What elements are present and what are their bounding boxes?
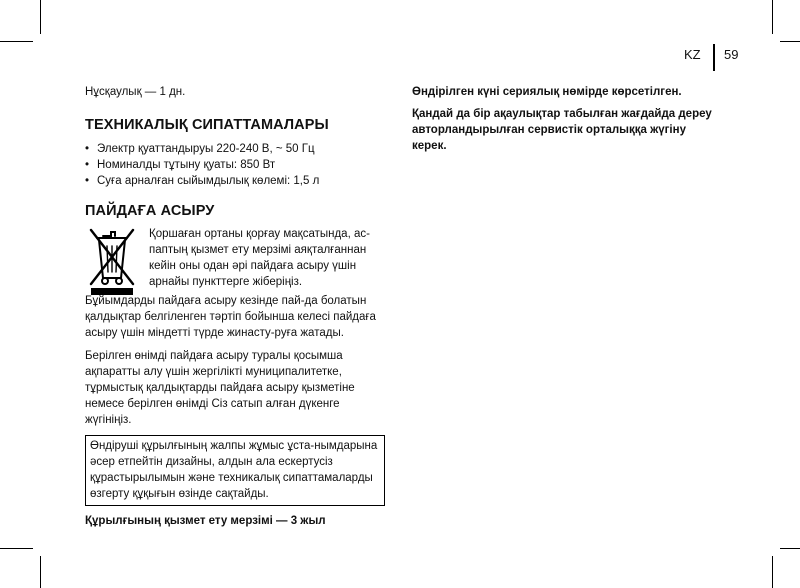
recycle-paragraph-1: Қоршаған ортаны қорғау мақсатында, ас-паптың қызмет ету мерзімі аяқталғаннан кейін оны одан әрі пайдаға асыру үшін арнайы пункттерге жіберіңіз. bbox=[149, 228, 370, 288]
defect-note: Қандай да бір ақаулықтар табылған жағдайда дереу авторландырылған сервистік орталыққа жүгіну керек. bbox=[412, 108, 712, 152]
recycle-paragraph-2: Бұйымдарды пайдаға асыру кезінде пай-да болатын қалдықтар белгіленген тәртіп бойынша келесі пайдаға асыру үшін міндетті түрде жинасту-руға жатады. bbox=[85, 295, 376, 339]
intro-text: Нұсқаулық — 1 дн. bbox=[85, 86, 186, 98]
recycle-paragraph-3: Берілген өнімді пайдаға асыру туралы қосымша ақпаратты алу үшін жергілікті муниципалитетке, тұрмыстық қалдықтарды пайдаға асыру қызметіне немесе берілген өнімді Сіз сатып алған дүкенге жүгініңіз. bbox=[85, 350, 355, 426]
crop-mark bbox=[780, 548, 800, 549]
page-number: 59 bbox=[724, 47, 739, 62]
crossed-out-bin-icon bbox=[85, 226, 139, 296]
left-column bbox=[85, 84, 385, 529]
spec-item: • Номиналды тұтыну қуаты: 850 Вт bbox=[85, 157, 385, 173]
spec-item: • Суға арналған сыйымдылық көлемі: 1,5 л bbox=[85, 173, 385, 189]
language-code: KZ bbox=[684, 47, 701, 62]
recycle-block bbox=[85, 226, 385, 341]
crop-mark bbox=[40, 0, 41, 34]
crop-mark bbox=[0, 548, 33, 549]
spec-heading: ТЕХНИКАЛЫҚ СИПАТТАМАЛАРЫ bbox=[85, 117, 329, 133]
right-column bbox=[412, 84, 712, 154]
crop-mark bbox=[0, 41, 33, 42]
crop-mark bbox=[780, 41, 800, 42]
service-life: Құрылғының қызмет ету мерзімі — 3 жыл bbox=[85, 515, 326, 527]
crop-mark bbox=[772, 556, 773, 588]
header-divider bbox=[713, 44, 715, 71]
crop-mark bbox=[772, 0, 773, 34]
manufacturer-note: Өндіруші құрылғының жалпы жұмыс ұста-нымдарына әсер етпейтін дизайны, алдын ала ескертусіз құрастырылымын және техникалық сипаттамаларды өзгерту құқығын өзінде сақтайды. bbox=[90, 440, 378, 500]
spec-list bbox=[85, 141, 385, 189]
serial-number-note: Өндірілген күні сериялық нөмірде көрсетілген. bbox=[412, 86, 682, 98]
crop-mark bbox=[40, 556, 41, 588]
recycle-heading: ПАЙДАҒА АСЫРУ bbox=[85, 203, 215, 219]
spec-item: • Электр қуаттандыруы 220-240 В, ~ 50 Гц bbox=[85, 141, 385, 157]
manufacturer-note-box bbox=[85, 435, 385, 506]
